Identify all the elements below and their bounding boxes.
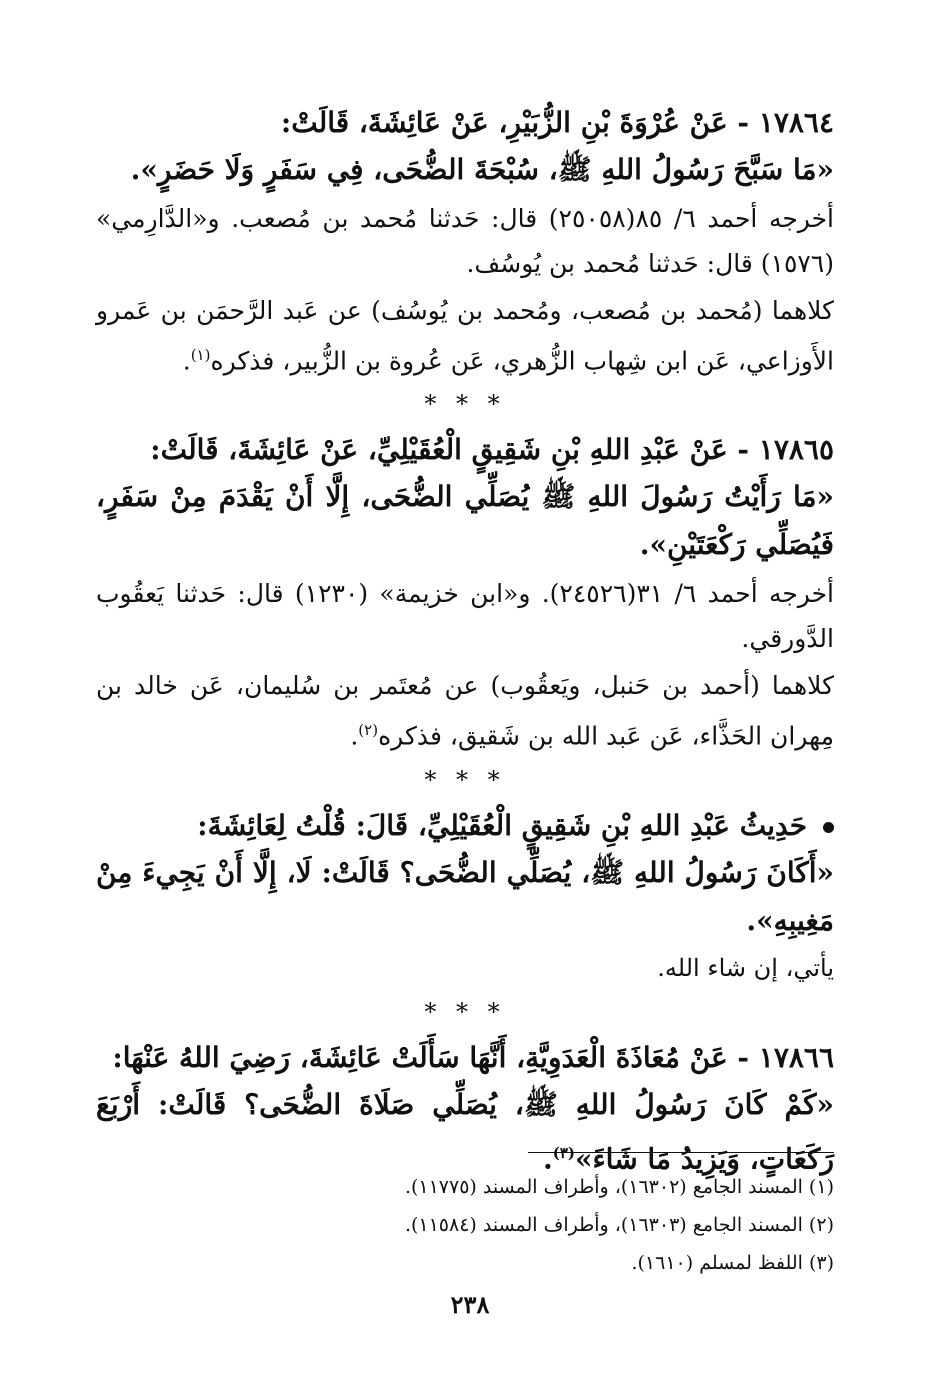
bullet-icon <box>823 822 834 833</box>
footnote-3: (٣) اللفظ لمسلم (١٦١٠). <box>631 1252 834 1274</box>
isnad-paragraph <box>96 288 834 383</box>
hadith-heading-text: حَدِيثُ عَبْدِ اللهِ بْنِ شَقِيقٍ الْعُقَيْلِيِّ، قَالَ: قُلْتُ لِعَائِشَةَ: <box>197 808 807 842</box>
page-number: ٢٣٨ <box>450 1290 490 1319</box>
hadith-heading <box>96 803 834 849</box>
footnote-2: (٢) المسند الجامع (١٦٣٠٣)، وأطراف المسند (١١٥٨٤). <box>404 1214 834 1236</box>
isnad-text: كلاهما (أحمد بن حَنبل، ويَعقُوب) عن مُعتَمر بن سُليمان، عَن خالد بن مِهران الحَذَّاء، عَن عَبد الله بن شَقيق، فذكره <box>96 671 834 751</box>
cross-reference-note: يأتي، إن شاء الله. <box>657 953 834 982</box>
hadith-heading: ١٧٨٦٦ - عَنْ مُعَاذَةَ الْعَدَوِيَّةِ، أَنَّهَا سَأَلَتْ عَائِشَةَ، رَضِيَ اللهُ عَنْهَا: <box>112 1040 834 1074</box>
section-separator: * * * <box>424 765 506 794</box>
isnad-text: كلاهما (مُحمد بن مُصعب، ومُحمد بن يُوسُف) عن عَبد الرَّحمَن بن عَمرو الأَوزاعي، عَن ابن شِهاب الزُّهري، عَن عُروة بن الزُّبير، فذكره <box>96 296 834 376</box>
hadith-text: «مَا رَأَيْتُ رَسُولَ اللهِ ﷺ يُصَلِّي الضُّحَى، إِلَّا أَنْ يَقْدَمَ مِنْ سَفَرٍ، فَيُصَلِّي رَكْعَتَيْنِ». <box>96 480 834 562</box>
section-separator: * * * <box>424 390 506 419</box>
footnote-ref-2[interactable]: (٢) <box>358 721 379 740</box>
footnote-ref-3[interactable]: (٣) <box>552 1143 576 1162</box>
footnote-divider <box>528 1152 834 1153</box>
section-separator: * * * <box>424 997 506 1026</box>
hadith-text: «مَا سَبَّحَ رَسُولُ اللهِ ﷺ، سُبْحَةَ الضُّحَى، فِي سَفَرٍ وَلَا حَضَرٍ». <box>130 153 834 186</box>
period: . <box>542 1141 553 1175</box>
hadith-heading: ١٧٨٦٥ - عَنْ عَبْدِ اللهِ بْنِ شَقِيقٍ الْعُقَيْلِيِّ، عَنْ عَائِشَةَ، قَالَتْ: <box>150 433 834 467</box>
hadith-17866 <box>96 1035 834 1183</box>
hadith-text: «أَكَانَ رَسُولُ اللهِ ﷺ، يُصَلِّي الضُّحَى؟ قَالَتْ: لَا، إِلَّا أَنْ يَجِيءَ مِنْ مَغِيبِهِ». <box>96 855 834 937</box>
isnad-paragraph <box>96 663 834 758</box>
footnote-ref-1[interactable]: (١) <box>190 346 211 364</box>
period: . <box>350 721 359 751</box>
footnotes <box>104 1168 834 1282</box>
hadith-cross-reference <box>96 803 834 991</box>
hadith-17864 <box>96 100 834 383</box>
takhrij-paragraph: أخرجه أحمد ٦/ ٣١(٢٤٥٢٦). و«ابن خزيمة» (١٢٣٠) قال: حَدثنا يَعقُوب الدَّورقي. <box>96 579 835 654</box>
hadith-17865 <box>96 427 834 758</box>
period: . <box>182 346 191 376</box>
hadith-heading: ١٧٨٦٤ - عَنْ عُرْوَةَ بْنِ الزُّبَيْرِ، عَنْ عَائِشَةَ، قَالَتْ: <box>280 106 834 139</box>
takhrij-paragraph: أخرجه أحمد ٦/ ٨٥(٢٥٠٥٨) قال: حَدثنا مُحمد بن مُصعب. و«الدَّارِمي» (١٥٧٦) قال: حَدثنا مُحمد بن يُوسُف. <box>96 204 834 278</box>
hadith-text-body: «كَمْ كَانَ رَسُولُ اللهِ ﷺ، يُصَلِّي صَلَاةَ الضُّحَى؟ قَالَتْ: أَرْبَعَ رَكَعَاتٍ، وَيَزِيدُ مَا شَاءَ» <box>96 1087 834 1175</box>
footnote-1: (١) المسند الجامع (١٦٣٠٢)، وأطراف المسند (١١٧٧٥). <box>404 1176 834 1198</box>
page-body <box>96 100 834 1183</box>
